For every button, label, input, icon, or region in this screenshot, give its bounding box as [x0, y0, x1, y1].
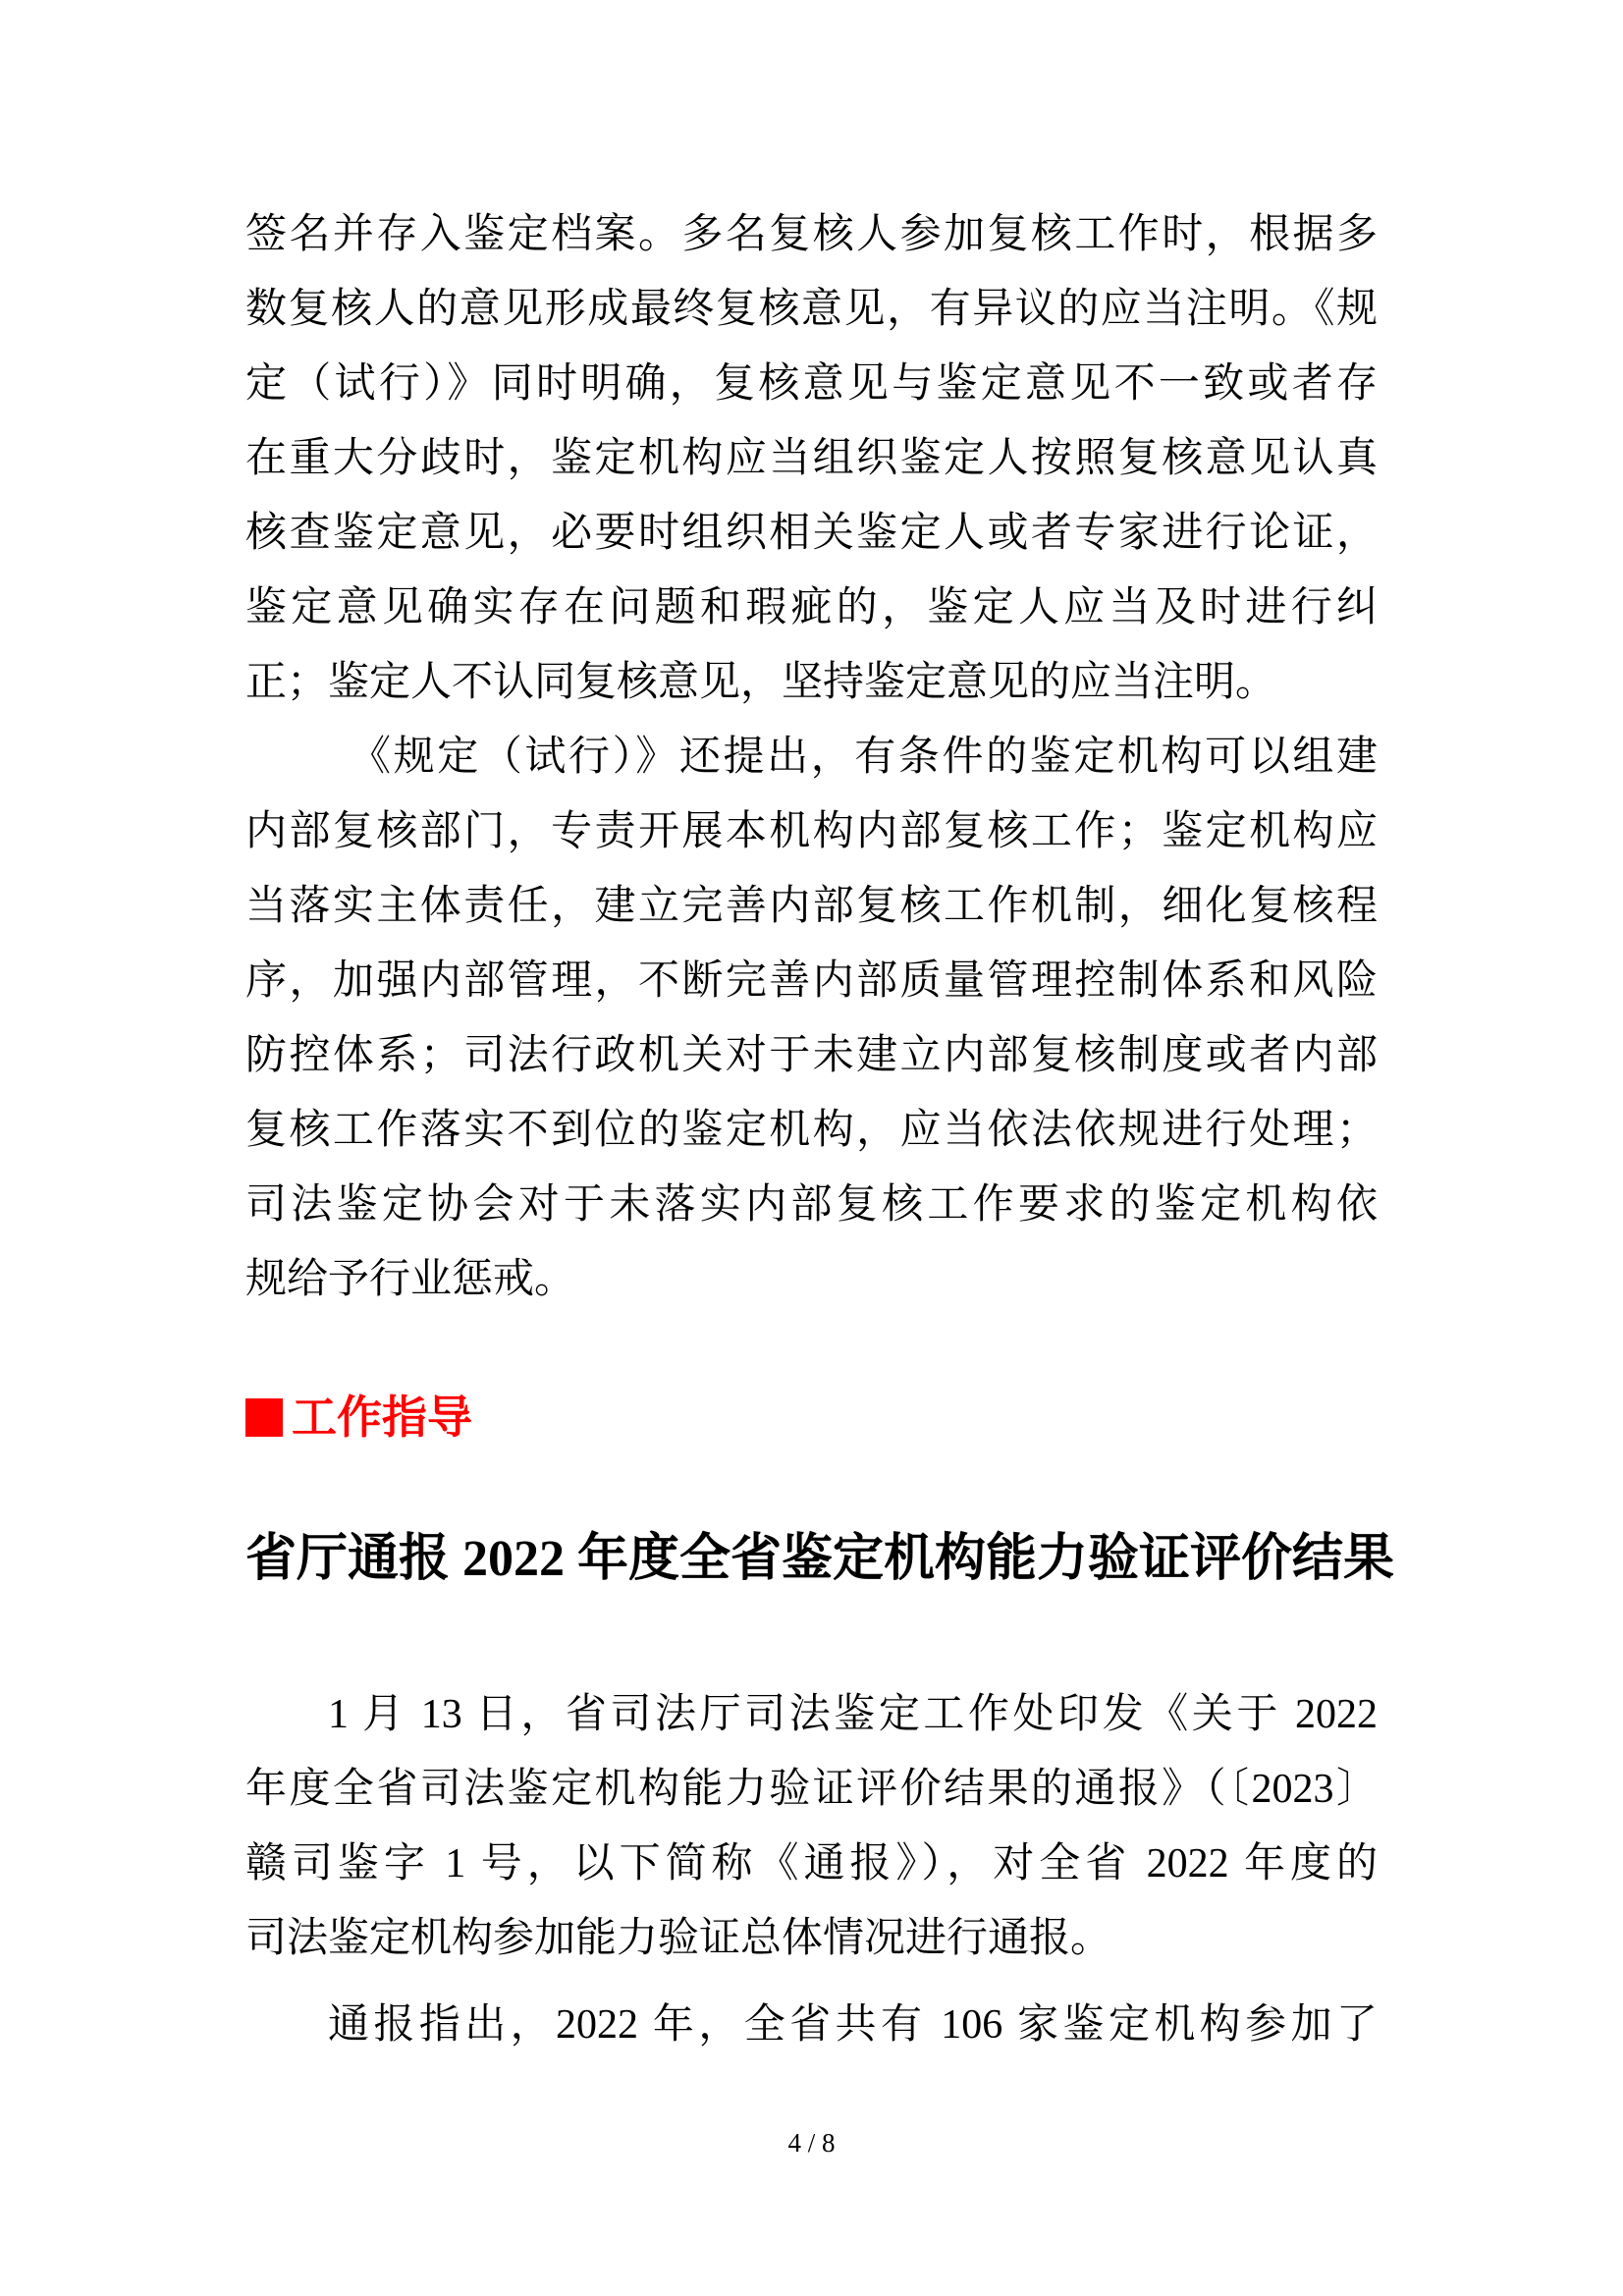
text-line: 1 月 13 日，省司法厅司法鉴定工作处印发《关于 2022 [328, 1692, 1378, 1737]
section-header-label: 工作指导 [292, 1392, 472, 1443]
text-line: 防控体系；司法行政机关对于未建立内部复核制度或者内部 [245, 1033, 1378, 1078]
text-line: 核查鉴定意见，必要时组织相关鉴定人或者专家进行论证， [245, 511, 1378, 556]
text-line: 鉴定意见确实存在问题和瑕疵的，鉴定人应当及时进行纠 [245, 585, 1378, 630]
text-line: 《规定（试行）》还提出，有条件的鉴定机构可以组建 [350, 735, 1378, 780]
section-header [245, 1392, 472, 1443]
article-title: 省厅通报 2022 年度全省鉴定机构能力验证评价结果 [245, 1531, 1395, 1587]
square-bullet-icon [245, 1398, 283, 1437]
text-line: 年度全省司法鉴定机构能力验证评价结果的通报》（〔2023〕 [245, 1767, 1378, 1812]
text-line: 数复核人的意见形成最终复核意见，有异议的应当注明。《规 [245, 287, 1378, 332]
continued-article-body [245, 197, 1378, 1317]
text-line: 定（试行）》同时明确，复核意见与鉴定意见不一致或者存 [245, 361, 1378, 407]
text-line: 赣司鉴字 1 号，以下简称《通报》），对全省 2022 年度的 [245, 1841, 1378, 1886]
text-line: 通报指出，2022 年，全省共有 106 家鉴定机构参加了 [328, 2002, 1378, 2048]
text-line: 内部复核部门，专责开展本机构内部复核工作；鉴定机构应 [245, 809, 1378, 854]
text-line: 序，加强内部管理，不断完善内部质量管理控制体系和风险 [245, 958, 1378, 1004]
text-line: 正；鉴定人不认同复核意见，坚持鉴定意见的应当注明。 [245, 660, 1277, 705]
text-line: 签名并存入鉴定档案。多名复核人参加复核工作时，根据多 [245, 212, 1378, 257]
article-paragraph [245, 1677, 1378, 1976]
text-line: 司法鉴定机构参加能力验证总体情况进行通报。 [245, 1916, 1112, 1961]
text-line: 规给予行业惩戒。 [245, 1257, 576, 1302]
article-paragraph [245, 1988, 1378, 2062]
text-line: 当落实主体责任，建立完善内部复核工作机制，细化复核程 [245, 884, 1378, 929]
text-line: 在重大分歧时，鉴定机构应当组织鉴定人按照复核意见认真 [245, 436, 1378, 481]
page-number: 4 / 8 [787, 2128, 836, 2158]
text-line: 复核工作落实不到位的鉴定机构，应当依法依规进行处理； [245, 1108, 1378, 1153]
text-line: 司法鉴定协会对于未落实内部复核工作要求的鉴定机构依 [245, 1182, 1378, 1228]
